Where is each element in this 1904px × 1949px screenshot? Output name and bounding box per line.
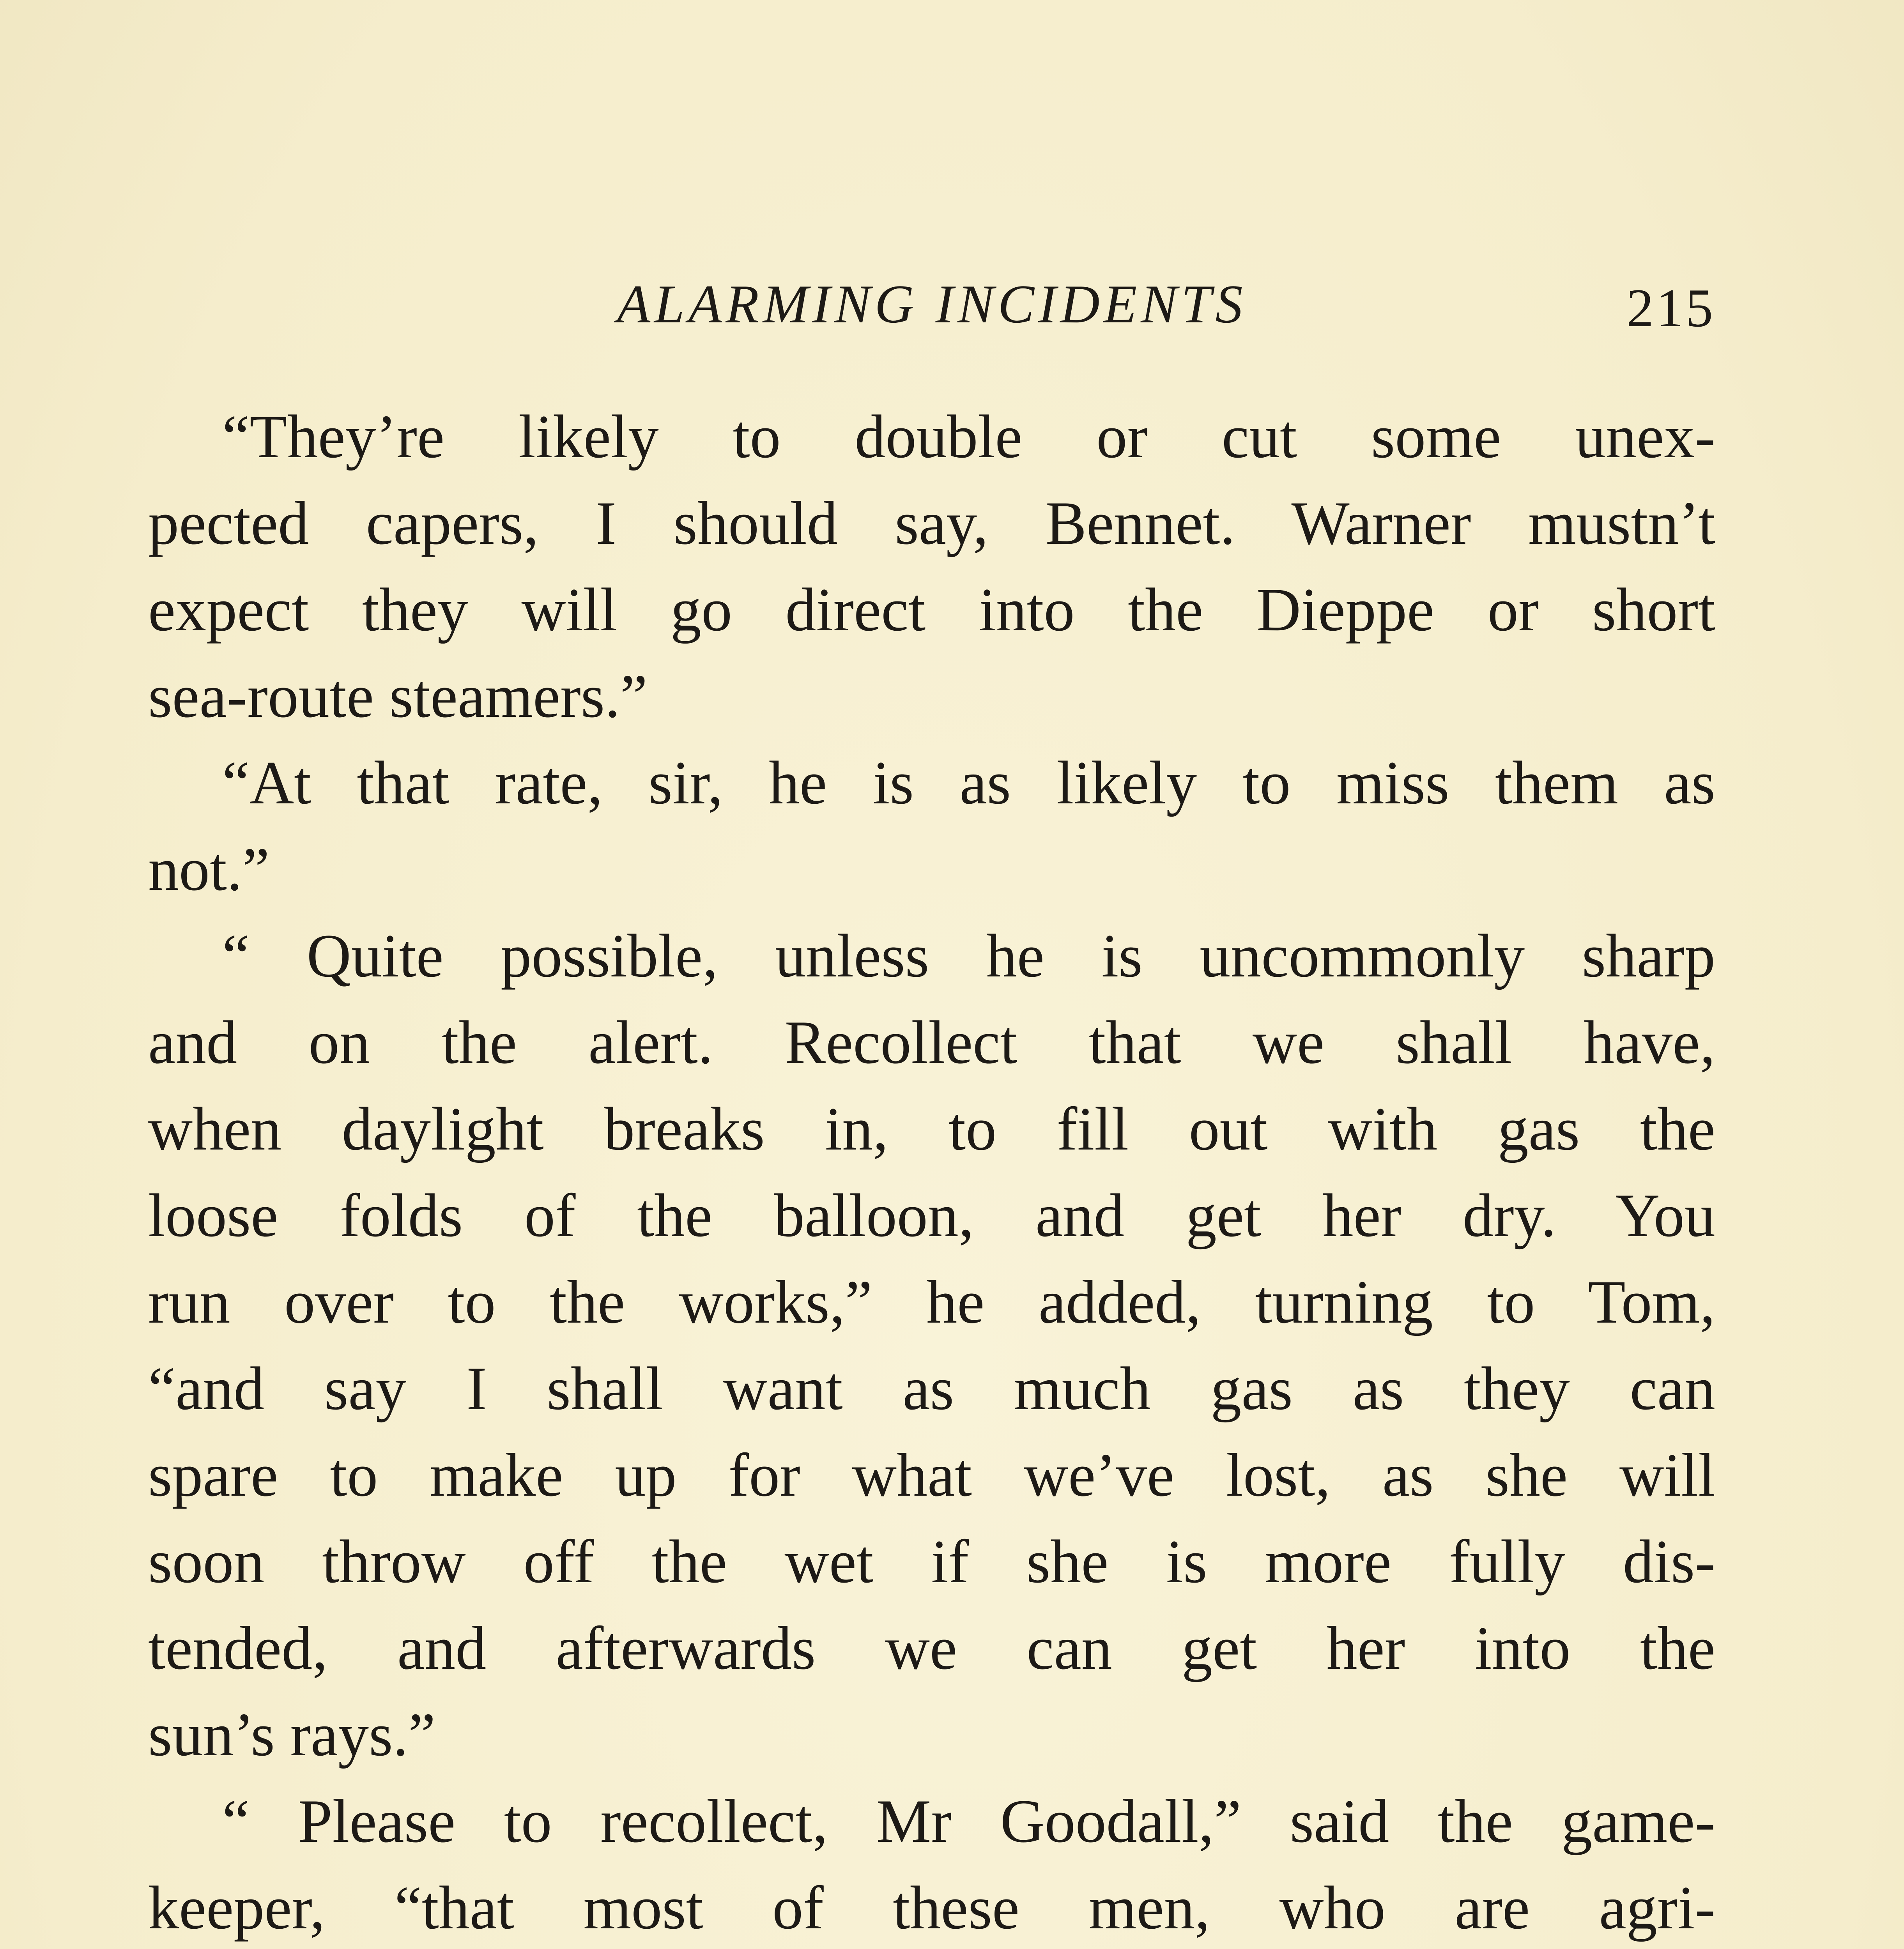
body-text bbox=[148, 394, 1715, 1949]
text-line: “They’re likely to double or cut some unex- bbox=[222, 403, 1715, 471]
text-line: when daylight breaks in, to fill out with gas the bbox=[148, 1095, 1715, 1163]
text-line: pected capers, I should say, Bennet. Warner mustn’t bbox=[148, 489, 1715, 557]
text-line: “ Please to recollect, Mr Goodall,” said the game- bbox=[222, 1787, 1715, 1855]
text-line: sea-route steamers.” bbox=[148, 662, 648, 730]
page-number: 215 bbox=[1626, 278, 1715, 338]
text-line: “At that rate, sir, he is as likely to miss them as bbox=[222, 749, 1715, 817]
text-line: spare to make up for what we’ve lost, as she will bbox=[148, 1441, 1715, 1509]
text-line: expect they will go direct into the Dieppe or short bbox=[148, 576, 1715, 644]
text-line: not.” bbox=[148, 835, 270, 904]
text-line: tended, and afterwards we can get her into the bbox=[148, 1614, 1715, 1682]
text-line: and on the alert. Recollect that we shall have, bbox=[148, 1008, 1715, 1077]
text-line: loose folds of the balloon, and get her dry. You bbox=[148, 1181, 1715, 1250]
text-line: sun’s rays.” bbox=[148, 1701, 436, 1769]
text-line: “ Quite possible, unless he is uncommonly sharp bbox=[222, 922, 1715, 990]
text-line: run over to the works,” he added, turning to Tom, bbox=[148, 1268, 1715, 1336]
running-head bbox=[148, 273, 1715, 343]
running-title: ALARMING INCIDENTS bbox=[617, 274, 1247, 334]
text-line: soon throw off the wet if she is more fully dis- bbox=[148, 1528, 1715, 1596]
text-line: “and say I shall want as much gas as they can bbox=[148, 1355, 1715, 1423]
text-line: keeper, “that most of these men, who are agri- bbox=[148, 1874, 1715, 1942]
